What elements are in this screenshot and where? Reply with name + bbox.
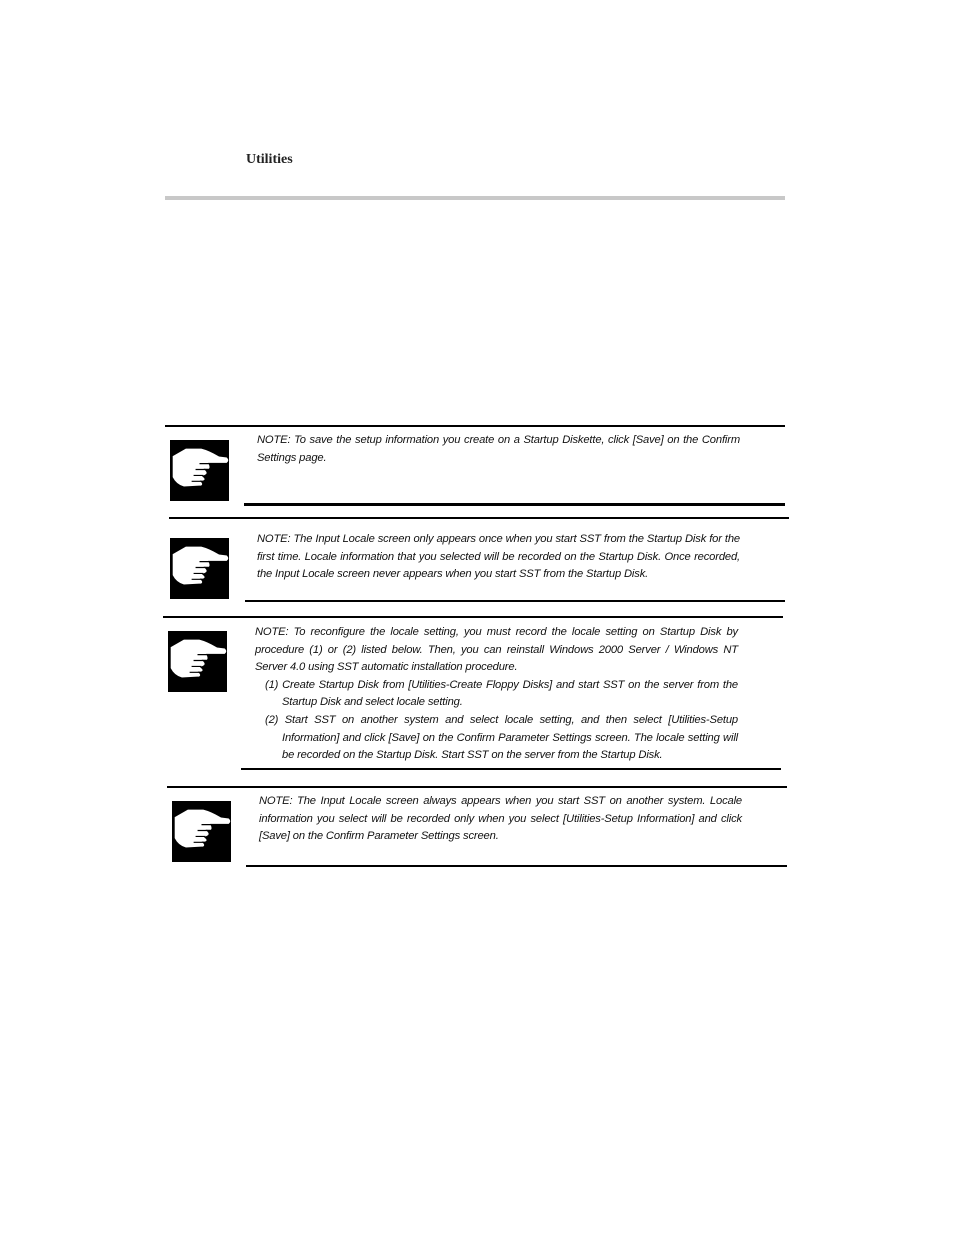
note-text: NOTE: To save the setup information you create on a Startup Diskette, click [Save] on the Confirm Settings page. <box>257 434 740 464</box>
note-top-rule <box>165 425 785 427</box>
note-text: NOTE: The Input Locale screen always appears when you start SST on another system. Locale information you select will be recorded only when you select [Utilities-Setup Information] and click [Save] on the Confirm Parameter Settings screen. <box>259 795 742 843</box>
note-list-item: (2) Start SST on another system and select locale setting, and then select [Utilities-Setup Information] and click [Save] on the Confirm Parameter Settings screen. The locale setting will be recorded on the Startup Disk. Start SST on the server from the Startup Disk. <box>265 713 738 762</box>
note-bottom-rule <box>246 865 787 867</box>
pointing-hand-icon <box>170 440 229 501</box>
pointing-hand-icon <box>172 801 231 862</box>
header-divider <box>165 196 785 200</box>
pointing-hand-icon <box>170 538 229 599</box>
note-list-item: (1) Create Startup Disk from [Utilities-Create Floppy Disks] and start SST on the server from the Startup Disk and select locale setting. <box>265 678 738 709</box>
note-top-rule <box>163 616 783 618</box>
note-bottom-rule <box>241 768 781 770</box>
note-text: NOTE: The Input Locale screen only appears once when you start SST from the Startup Disk for the first time. Locale information that you selected will be recorded on the Startup Disk. Once recorded, the Input Locale screen never appears when you start SST from the Startup Disk. <box>257 533 740 581</box>
note-bottom-rule <box>245 600 785 602</box>
note-top-rule <box>167 786 787 788</box>
note-bottom-rule <box>244 503 785 506</box>
note-text: NOTE: To reconfigure the locale setting, you must record the locale setting on Startup Disk by procedure (1) or (2) listed below. Then, you can reinstall Windows 2000 Server / Windows NT Server 4.0 using SST automatic installation procedure. (1) Create Startup Disk from [Utilities-Create Floppy Disks] and start SST on the server from the Startup Disk and select locale setting. (2) Start SST on another system and select locale setting, and then select [Utilities-Setup Information] and click [Save] on the Confirm Parameter Settings screen. The locale setting will be recorded on the Startup Disk. Start SST on the server from the Startup Disk. <box>255 624 738 765</box>
page-header-title: Utilities <box>246 152 293 167</box>
pointing-hand-icon <box>168 631 227 692</box>
note-top-rule <box>169 517 789 519</box>
